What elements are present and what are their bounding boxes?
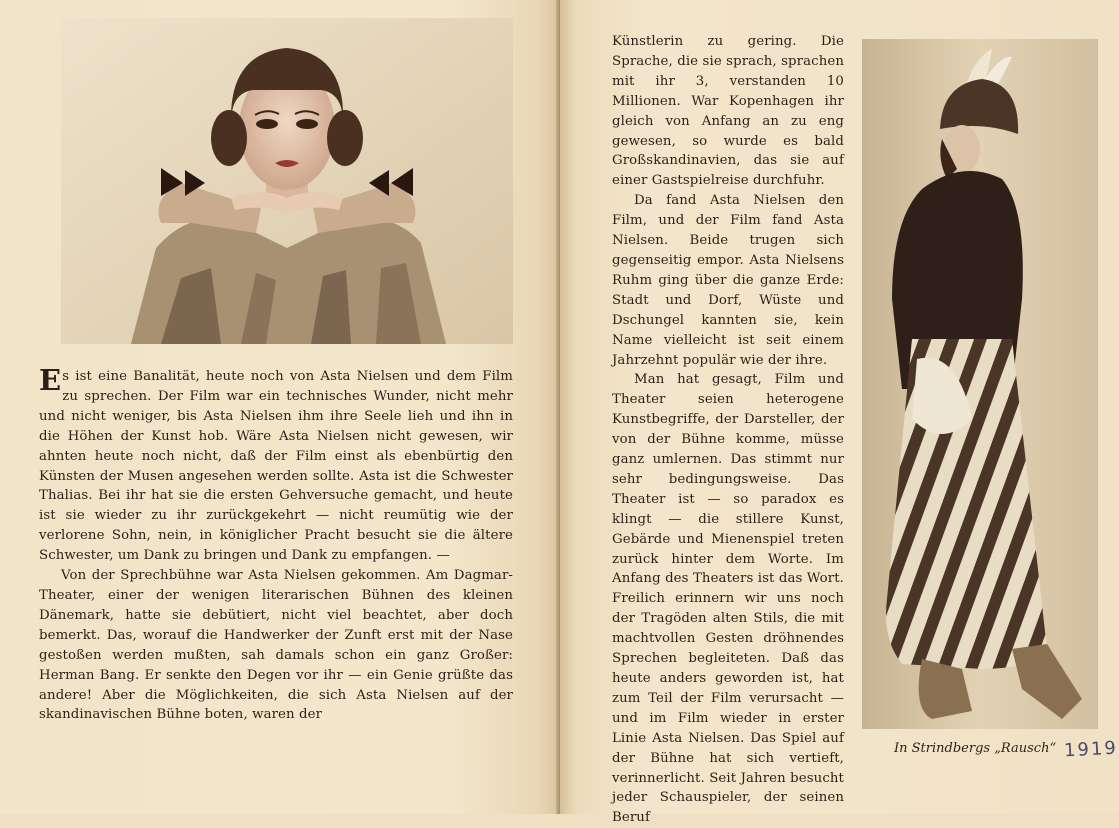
drop-cap: E xyxy=(39,363,62,397)
paragraph-5: Man hat gesagt, Film und Theater seien heterogene Kunstbegriffe, der Darsteller, der von der Bühne komme, müsse ganz umlernen. Das stimmt nur sehr bedingungsweise. Das Theater ist — so paradox es klingt — die stillere Kunst, Gebärde und Mienenspiel treten zurück hinter dem Worte. Im Anfang des Theaters ist das Wort. Freilich erinnern wir uns noch der Tragöden alten Stils, die mit machtvollen Gesten dröhnendes Sprechen begleiteten. Daß das heute anders geworden ist, hat zum Teil der Film verursacht — und im Film wieder in erster Linie Asta Nielsen. Das Spiel auf der Bühne hat sich vertieft, verinnerlicht. Seit Jahren besucht jeder Schauspieler, der seinen Beruf xyxy=(612,372,844,826)
full-figure-photo xyxy=(862,39,1098,729)
paragraph-1-text: s ist eine Banalität, heute noch von Asta Nielsen und dem Film zu sprechen. Der Film war ein technisches Wunder, nicht mehr und nicht weniger, bis Asta Nielsen ihm ihre Seele lieh und ihn in die Höhen der Kunst hob. Wäre Asta Nielsen nicht gewesen, wir ahnten heute noch nicht, daß der Film einst als ebenbürtig den Künsten der Musen angesehen werden sollte. Asta ist die Schwester Thalias. Bei ihr hat sie die ersten Gehversuche gemacht, und heute ist sie wieder zu ihr zurückgekehrt — nicht reumütig wie der verlorene Sohn, nein, in königlicher Pracht besucht sie die ältere Schwester, um Dank zu bringen und Dank zu empfangen. — xyxy=(39,369,513,564)
paragraph-1 xyxy=(39,363,513,566)
paragraph-3: Künstlerin zu gering. Die Sprache, die sie sprach, sprachen mit ihr 3, verstanden 10 Millionen. War Kopenhagen ihr gleich von Anfang an zu eng gewesen, so wurde es bald Großskandinavien, das sie auf einer Gastspielreise durchfuhr. xyxy=(612,34,844,189)
portrait-photo xyxy=(61,18,513,344)
paragraph-2: Von der Sprechbühne war Asta Nielsen gekommen. Am Dagmar-Theater, einer der wenigen literarischen Bühnen des kleinen Dänemark, hatte sie debütiert, nicht viel beachtet, aber doch bemerkt. Das, worauf die Handwerker der Zunft erst mit der Nase gestoßen werden mußten, sah damals schon ein ganz Großer: Herman Bang. Er senkte den Degen vor ihr — ein Genie grüßte das andere! Aber die Möglichkeiten, die sich Asta Nielsen auf der skandinavischen Bühne boten, waren der xyxy=(39,568,513,723)
photo-caption: In Strindbergs „Rausch“ xyxy=(894,741,1057,756)
left-page xyxy=(0,0,560,814)
paragraph-4: Da fand Asta Nielsen den Film, und der Film fand Asta Nielsen. Beide trugen sich gegenseitig empor. Asta Nielsens Ruhm ging über die ganze Erde: Stadt und Dorf, Wüste und Dschungel kannten sie, kein Name vielleicht ist seit einem Jahrzehnt populär wie der ihre. xyxy=(612,193,844,368)
left-body-text xyxy=(39,363,513,725)
right-body-text xyxy=(612,32,844,828)
handwritten-year: 1919 xyxy=(1063,737,1119,762)
